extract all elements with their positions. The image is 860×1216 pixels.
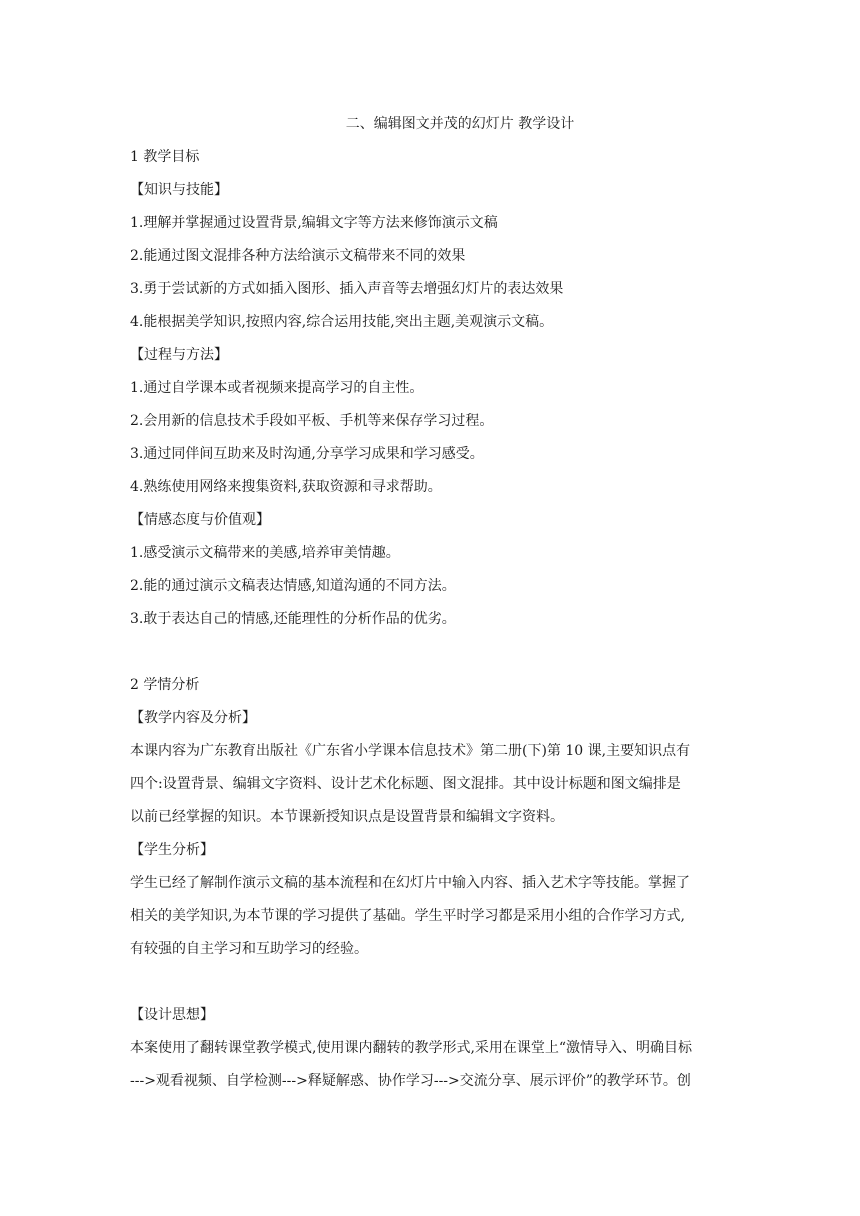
section-heading-student-analysis: 2 学情分析 <box>130 677 200 693</box>
paragraph-line: --->观看视频、自学检测--->释疑解惑、协作学习--->交流分享、展示评价”的教学环节。创 <box>130 1073 691 1089</box>
section-heading-teaching-goals: 1 教学目标 <box>130 149 200 165</box>
paragraph-line: 相关的美学知识,为本节课的学习提供了基础。学生平时学习都是采用小组的合作学习方式, <box>130 908 685 924</box>
document-page <box>130 108 742 1098</box>
subheading-process-methods: 【过程与方法】 <box>130 347 228 363</box>
blank-line <box>130 966 742 999</box>
list-item: 4.能根据美学知识,按照内容,综合运用技能,突出主题,美观演示文稿。 <box>130 314 554 330</box>
subheading-learner-analysis: 【学生分析】 <box>130 842 214 858</box>
subheading-emotion-values: 【情感态度与价值观】 <box>130 512 270 528</box>
paragraph-line: 有较强的自主学习和互助学习的经验。 <box>130 941 368 957</box>
paragraph-line: 本课内容为广东教育出版社《广东省小学课本信息技术》第二册(下)第 10 课,主要知识点有 <box>130 743 691 759</box>
list-item: 2.能的通过演示文稿表达情感,知道沟通的不同方法。 <box>130 578 456 594</box>
list-item: 2.能通过图文混排各种方法给演示文稿带来不同的效果 <box>130 248 466 264</box>
subheading-design-idea: 【设计思想】 <box>130 1007 214 1023</box>
list-item: 3.勇于尝试新的方式如插入图形、插入声音等去增强幻灯片的表达效果 <box>130 281 564 297</box>
list-item: 4.熟练使用网络来搜集资料,获取资源和寻求帮助。 <box>130 479 442 495</box>
list-item: 1.通过自学课本或者视频来提高学习的自主性。 <box>130 380 424 396</box>
list-item: 1.理解并掌握通过设置背景,编辑文字等方法来修饰演示文稿 <box>130 215 498 231</box>
subheading-content-analysis: 【教学内容及分析】 <box>130 710 256 726</box>
paragraph-line: 以前已经掌握的知识。本节课新授知识点是设置背景和编辑文字资料。 <box>130 809 564 825</box>
subheading-knowledge-skills: 【知识与技能】 <box>130 182 228 198</box>
paragraph-line: 本案使用了翻转课堂教学模式,使用课内翻转的教学形式,采用在课堂上“激情导入、明确目标 <box>130 1040 693 1056</box>
list-item: 1.感受演示文稿带来的美感,培养审美情趣。 <box>130 545 400 561</box>
paragraph-line: 学生已经了解制作演示文稿的基本流程和在幻灯片中输入内容、插入艺术字等技能。掌握了 <box>130 875 690 891</box>
blank-line <box>130 636 742 669</box>
list-item: 2.会用新的信息技术手段如平板、手机等来保存学习过程。 <box>130 413 494 429</box>
list-item: 3.通过同伴间互助来及时沟通,分享学习成果和学习感受。 <box>130 446 484 462</box>
list-item: 3.敢于表达自己的情感,还能理性的分析作品的优劣。 <box>130 611 456 627</box>
paragraph-line: 四个:设置背景、编辑文字资料、设计艺术化标题、图文混排。其中设计标题和图文编排是 <box>130 776 681 792</box>
document-title: 二、编辑图文并茂的幻灯片 教学设计 <box>345 116 575 132</box>
